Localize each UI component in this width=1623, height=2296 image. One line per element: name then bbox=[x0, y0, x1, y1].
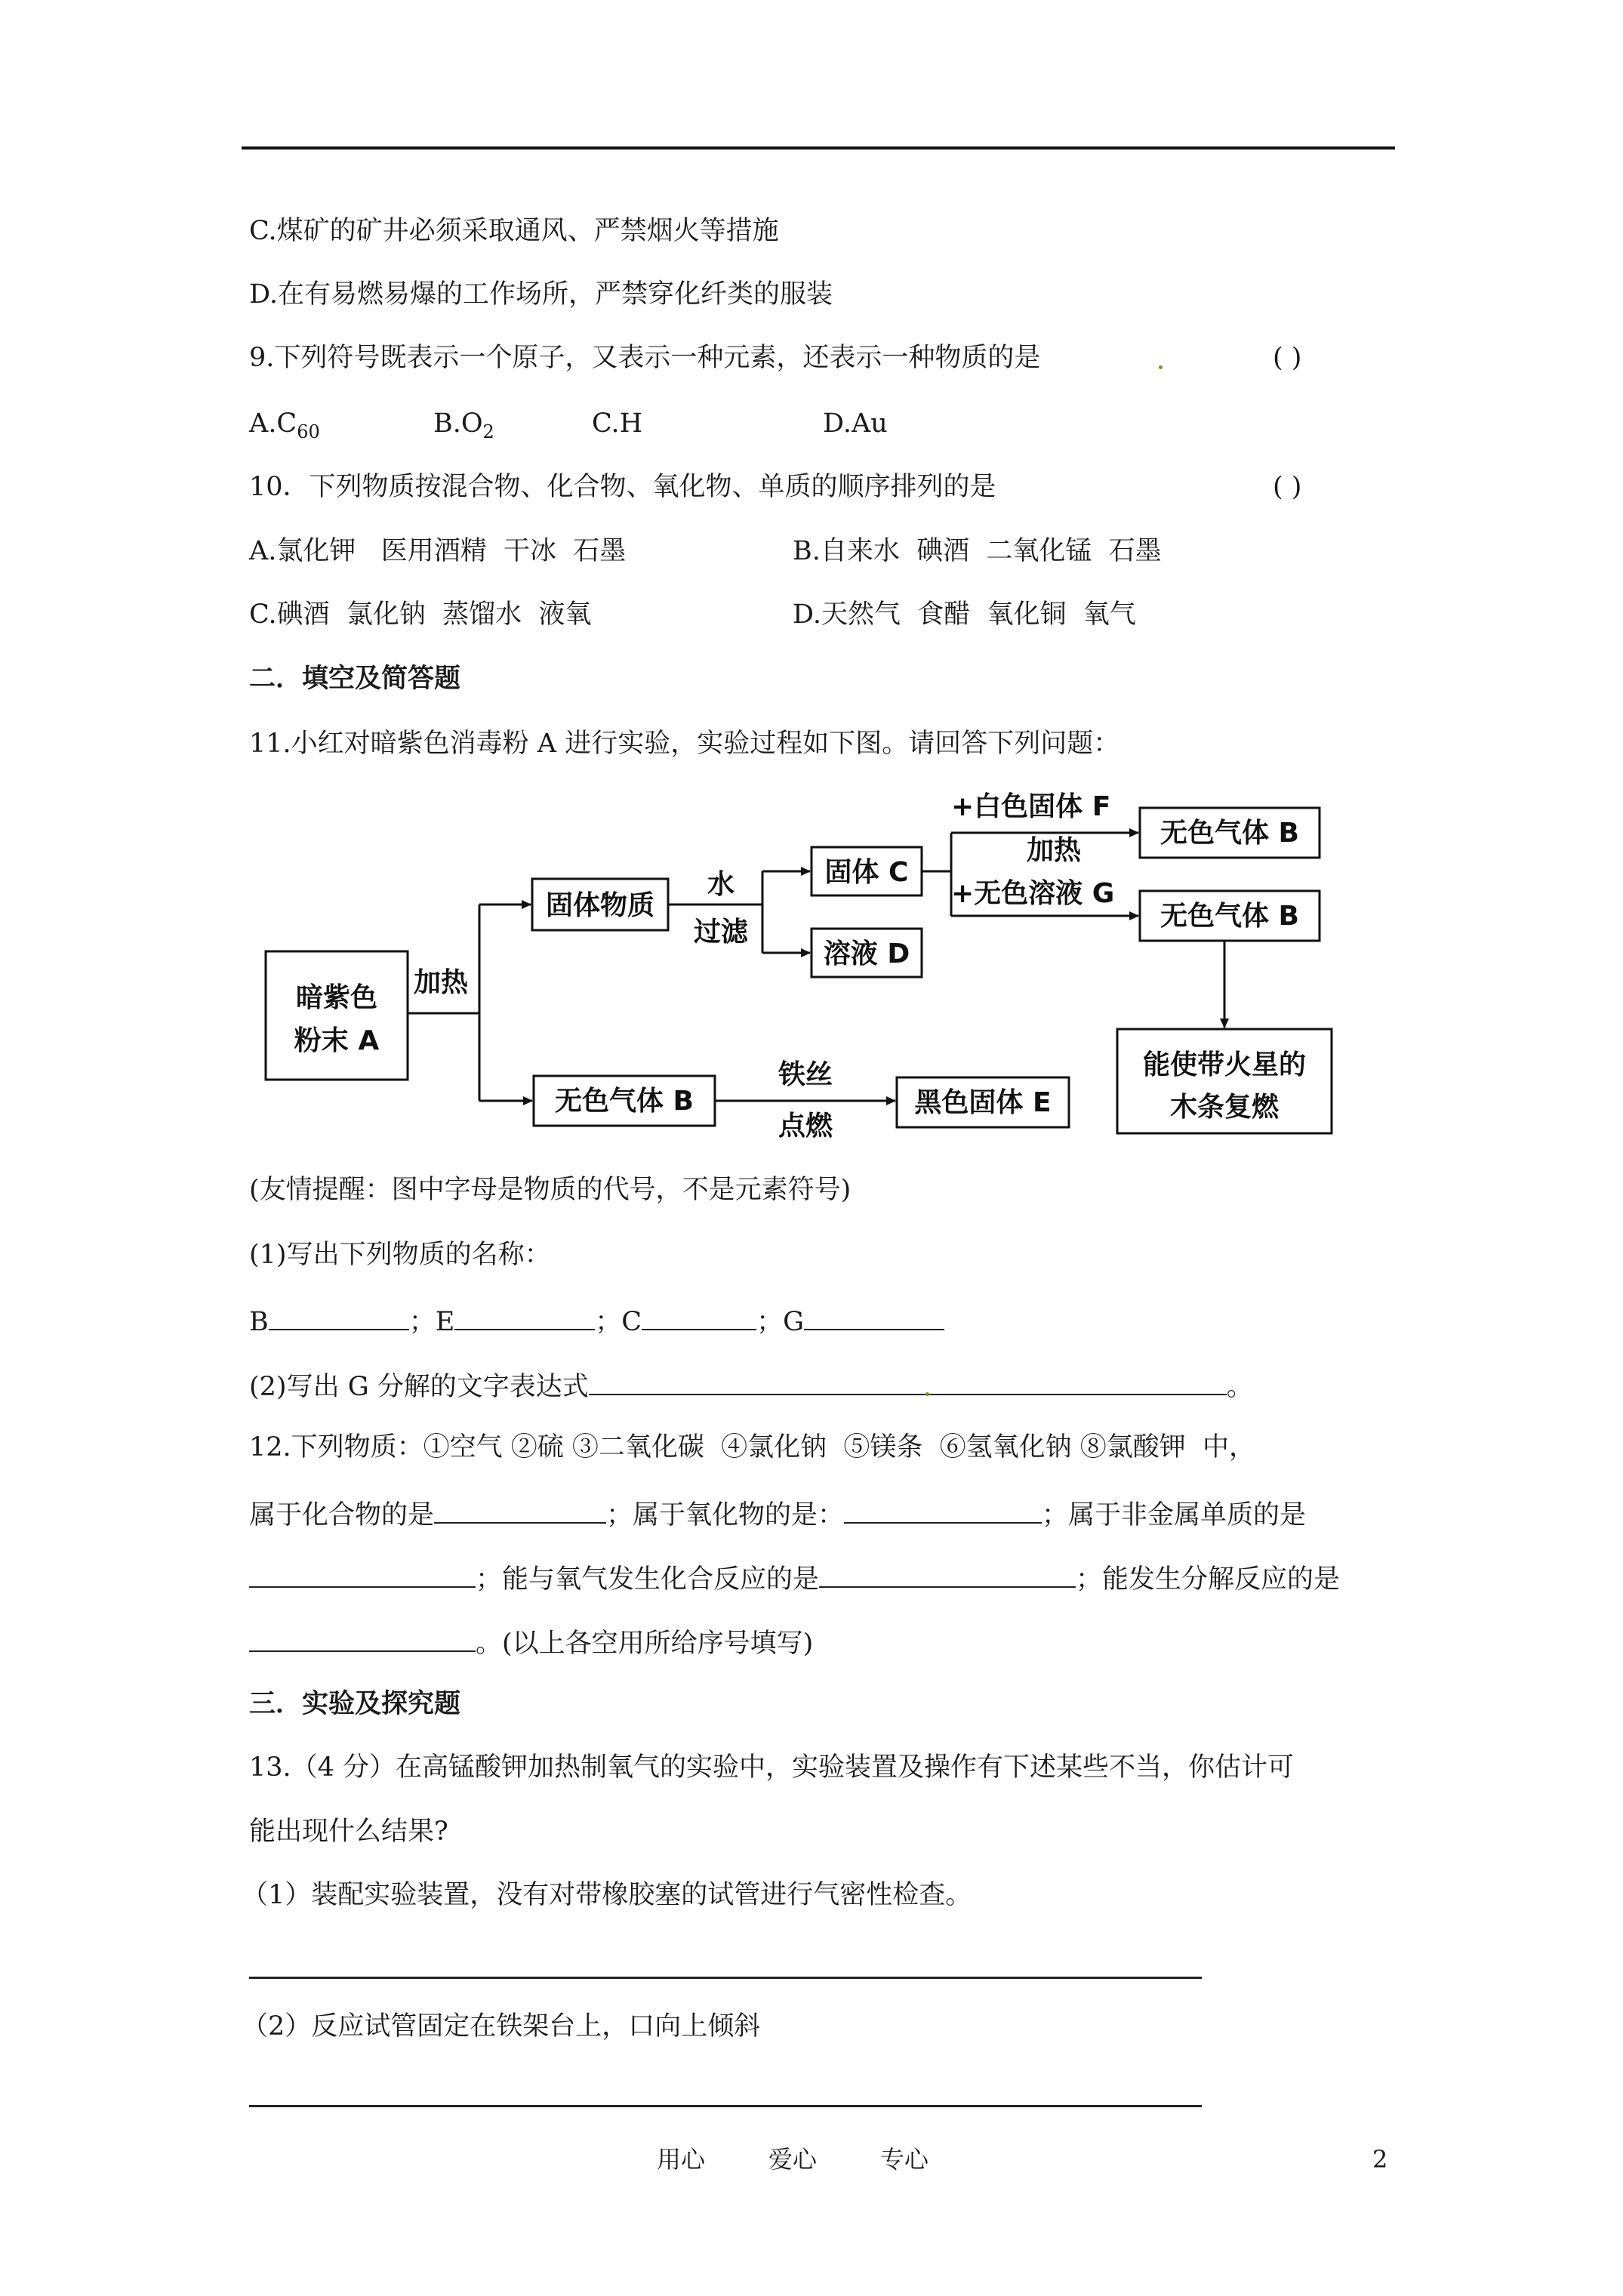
q9-option-a: $A.C_{60}$ bbox=[249, 408, 320, 442]
stray-dot bbox=[1159, 365, 1163, 369]
label-black-e: 黑色固体 E bbox=[914, 1087, 1052, 1118]
blank-g-equation[interactable] bbox=[589, 1365, 1227, 1395]
q13-line1: 13.（4 分）在高锰酸钾加热制氧气的实验中，实验装置及操作有下述某些不当，你估计可 bbox=[249, 1752, 1295, 1783]
q11-sub1: (1)写出下列物质的名称： bbox=[249, 1240, 551, 1270]
label-ignite: 点燃 bbox=[778, 1111, 833, 1142]
label-water: 水 bbox=[707, 869, 735, 900]
blank-oxides[interactable] bbox=[844, 1493, 1042, 1524]
label-powder-a-2: 粉末 A bbox=[294, 1025, 380, 1056]
q9-option-b: $B.O_2$ bbox=[433, 408, 494, 442]
blank-combination[interactable] bbox=[819, 1558, 1076, 1588]
section-heading-3: 三．实验及探究题 bbox=[249, 1688, 461, 1719]
section-heading-2: 二．填空及简答题 bbox=[249, 663, 461, 694]
q12-line4: 。(以上各空用所给序号填写) bbox=[249, 1622, 813, 1662]
page-number: 2 bbox=[1372, 2145, 1388, 2174]
label-relight-1: 能使带火星的 bbox=[1142, 1049, 1307, 1080]
label-gas-b-top: 无色气体 B bbox=[1160, 818, 1299, 849]
label-gas-b-bottom: 无色气体 B bbox=[555, 1086, 694, 1117]
q10-answer-paren: ( ) bbox=[1273, 472, 1302, 502]
blank-c[interactable] bbox=[642, 1300, 756, 1330]
footer-word-3: 专心 bbox=[880, 2145, 929, 2174]
q10-option-b: B.自来水 碘酒 二氧化锰 石墨 bbox=[793, 536, 1162, 566]
label-solution-d: 溶液 D bbox=[823, 938, 910, 969]
blank-g[interactable] bbox=[804, 1300, 944, 1330]
q10-option-d: D.天然气 食醋 氧化铜 氧气 bbox=[793, 599, 1136, 630]
blank-e[interactable] bbox=[454, 1300, 595, 1330]
label-gas-b-mid: 无色气体 B bbox=[1160, 901, 1299, 932]
q11-stem: 11.小红对暗紫色消毒粉 A 进行实验，实验过程如下图。请回答下列问题： bbox=[249, 729, 1120, 759]
footer-word-1: 用心 bbox=[657, 2145, 706, 2174]
header-rule bbox=[242, 146, 1395, 149]
footer-word-2: 爱心 bbox=[768, 2145, 818, 2174]
q12-line3: ；能与氧气发生化合反应的是 ；能发生分解反应的是 bbox=[249, 1558, 1340, 1598]
q11-sub2: (2)写出 G 分解的文字表达式 。 bbox=[249, 1365, 1253, 1405]
label-solid: 固体物质 bbox=[545, 890, 655, 921]
q8-option-c: C.煤矿的矿井必须采取通风、严禁烟火等措施 bbox=[249, 216, 779, 246]
q9-stem: 9.下列符号既表示一个原子，又表示一种元素，还表示一种物质的是 bbox=[249, 343, 1041, 373]
q13-sub2: （2）反应试管固定在铁架台上，口向上倾斜 bbox=[242, 2011, 761, 2042]
blank-b[interactable] bbox=[269, 1300, 409, 1330]
label-iron-wire: 铁丝 bbox=[778, 1059, 833, 1090]
label-solid-c: 固体 C bbox=[824, 857, 909, 888]
q13-answer-line-2[interactable] bbox=[249, 2105, 1202, 2107]
box-powder-a bbox=[266, 951, 408, 1080]
q11-flow-diagram bbox=[249, 778, 1351, 1148]
q13-sub1: （1）装配实验装置，没有对带橡胶塞的试管进行气密性检查。 bbox=[242, 1880, 972, 1910]
q11-blanks: B ；E ；C ；G bbox=[249, 1300, 944, 1340]
label-heat: 加热 bbox=[414, 967, 469, 998]
blank-decomposition[interactable] bbox=[249, 1622, 476, 1652]
label-relight-2: 木条复燃 bbox=[1170, 1092, 1280, 1123]
stray-dot bbox=[925, 1392, 929, 1396]
blank-compounds[interactable] bbox=[434, 1493, 606, 1524]
q12-line2: 属于化合物的是 ；属于氧化物的是： ；属于非金属单质的是 bbox=[249, 1493, 1306, 1533]
q10-stem: 10．下列物质按混合物、化合物、氧化物、单质的顺序排列的是 bbox=[249, 472, 996, 502]
blank-nonmetals[interactable] bbox=[249, 1558, 476, 1588]
label-filter: 过滤 bbox=[693, 917, 749, 948]
q12-line1: 12.下列物质：①空气 ②硫 ③二氧化碳 ④氯化钠 ⑤镁条 ⑥氢氧化钠 ⑧氯酸钾 中， bbox=[249, 1432, 1256, 1462]
q8-option-d: D.在有易燃易爆的工作场所，严禁穿化纤类的服装 bbox=[249, 279, 833, 310]
label-heat-2: 加热 bbox=[1027, 835, 1082, 866]
label-add-g: +无色溶液 G bbox=[951, 878, 1115, 909]
q11-tip: (友情提醒：图中字母是物质的代号，不是元素符号) bbox=[249, 1175, 852, 1205]
label-powder-a-1: 暗紫色 bbox=[295, 982, 378, 1013]
q9-option-d: D.Au bbox=[823, 408, 888, 439]
q10-option-c: C.碘酒 氯化钠 蒸馏水 液氧 bbox=[249, 599, 592, 630]
q13-answer-line-1[interactable] bbox=[249, 1977, 1202, 1979]
q9-answer-paren: ( ) bbox=[1273, 343, 1302, 373]
q10-option-a: A.氯化钾 医用酒精 干冰 石墨 bbox=[249, 536, 627, 566]
q9-option-c: C.H bbox=[592, 408, 643, 439]
q13-line2: 能出现什么结果? bbox=[249, 1817, 448, 1847]
label-add-f: +白色固体 F bbox=[951, 791, 1111, 822]
